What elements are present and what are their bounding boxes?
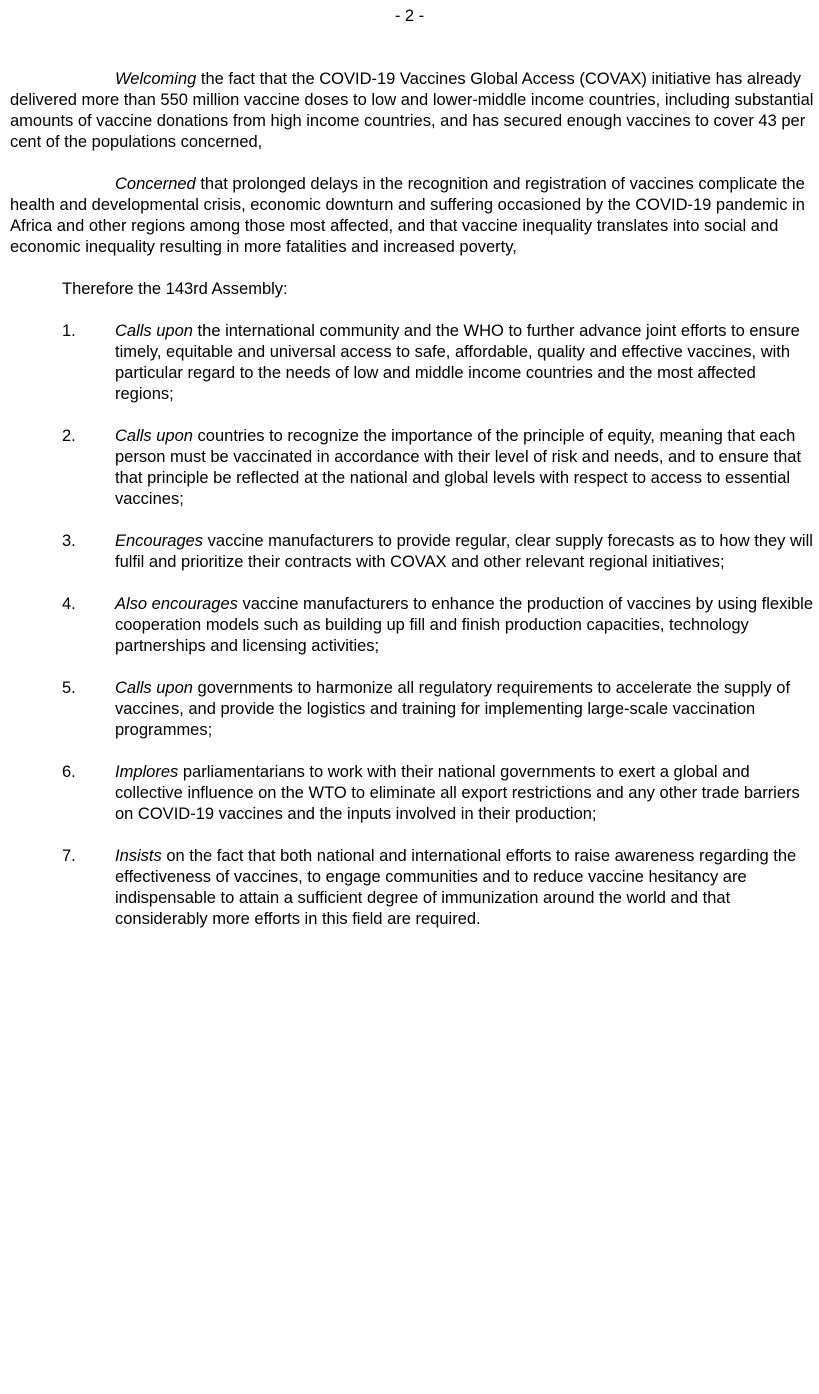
paragraph-lead-word: Also encourages [115,595,238,613]
page-number: - 2 - [394,7,425,25]
paragraph-body [115,846,816,930]
paragraph-number: 1. [62,322,76,340]
paragraph-lead-word: Encourages [115,532,204,550]
preamble-text: that prolonged delays in the recognition and registration of vaccines complicate the health and developmental crisis, economic downturn and suffering occasioned by the COVID-19 pandemic in Africa and other regions among those most affected, and that vaccine inequality translates into social and economic inequality resulting in more fatalities and increased poverty, [10,175,805,256]
paragraph-text: on the fact that both national and international efforts to raise awareness regarding the effectiveness of vaccines, to engage communities and to reduce vaccine hesitancy are indispensable to attain a sufficient degree of immunization around the world and that considerably more efforts in this field are required. [115,847,797,928]
paragraph-body [115,762,816,825]
paragraph-lead-word: Implores [115,763,179,781]
paragraph-body [115,321,816,405]
paragraph-body [115,678,816,741]
operative-paragraph-6 [10,762,816,825]
resolution-body [10,69,816,951]
preamble-paragraph-welcoming [10,69,816,153]
operative-paragraph-5 [10,678,816,741]
operative-paragraph-3 [10,531,816,573]
paragraph-number: 6. [62,763,76,781]
paragraph-number: 5. [62,679,76,697]
paragraph-number: 3. [62,532,76,550]
paragraph-number: 7. [62,847,76,865]
operative-paragraph-7 [10,846,816,930]
paragraph-text: governments to harmonize all regulatory requirements to accelerate the supply of vaccines, and provide the logistics and training for implementing large-scale vaccination programmes; [115,679,791,739]
operative-paragraph-2 [10,426,816,510]
paragraph-lead-word: Calls upon [115,427,193,445]
paragraph-body [115,426,816,510]
paragraph-body [115,531,816,573]
operative-paragraph-1 [10,321,816,405]
paragraph-number: 2. [62,427,76,445]
paragraph-lead-word: Calls upon [115,679,193,697]
preamble-lead-word: Concerned [115,175,196,193]
paragraph-body [115,594,816,657]
assembly-intro: Therefore the 143rd Assembly: [62,280,288,298]
paragraph-text: countries to recognize the importance of the principle of equity, meaning that each person must be vaccinated in accordance with their level of risk and needs, and to ensure that that principle be reflected at the national and global levels with respect to access to essential vaccines; [115,427,802,508]
preamble-paragraph-concerned [10,174,816,258]
paragraph-text: vaccine manufacturers to enhance the production of vaccines by using flexible cooperation models such as building up fill and finish production capacities, technology partnerships and licensing activities; [115,595,814,655]
preamble-lead-word: Welcoming [115,70,197,88]
paragraph-text: the international community and the WHO to further advance joint efforts to ensure timely, equitable and universal access to safe, affordable, quality and effective vaccines, with particular regard to the needs of low and middle income countries and the most affected regions; [115,322,800,403]
preamble-text: the fact that the COVID-19 Vaccines Global Access (COVAX) initiative has already delivered more than 550 million vaccine doses to low and lower-middle income countries, including substantial amounts of vaccine donations from high income countries, and has secured enough vaccines to cover 43 per cent of the populations concerned, [10,70,814,151]
paragraph-text: vaccine manufacturers to provide regular, clear supply forecasts as to how they will fulfil and prioritize their contracts with COVAX and other relevant regional initiatives; [115,532,813,571]
paragraph-lead-word: Insists [115,847,162,865]
paragraph-number: 4. [62,595,76,613]
paragraph-text: parliamentarians to work with their national governments to exert a global and collective influence on the WTO to eliminate all export restrictions and any other trade barriers on COVID-19 vaccines and the inputs involved in their production; [115,763,800,823]
paragraph-lead-word: Calls upon [115,322,193,340]
operative-paragraph-4 [10,594,816,657]
